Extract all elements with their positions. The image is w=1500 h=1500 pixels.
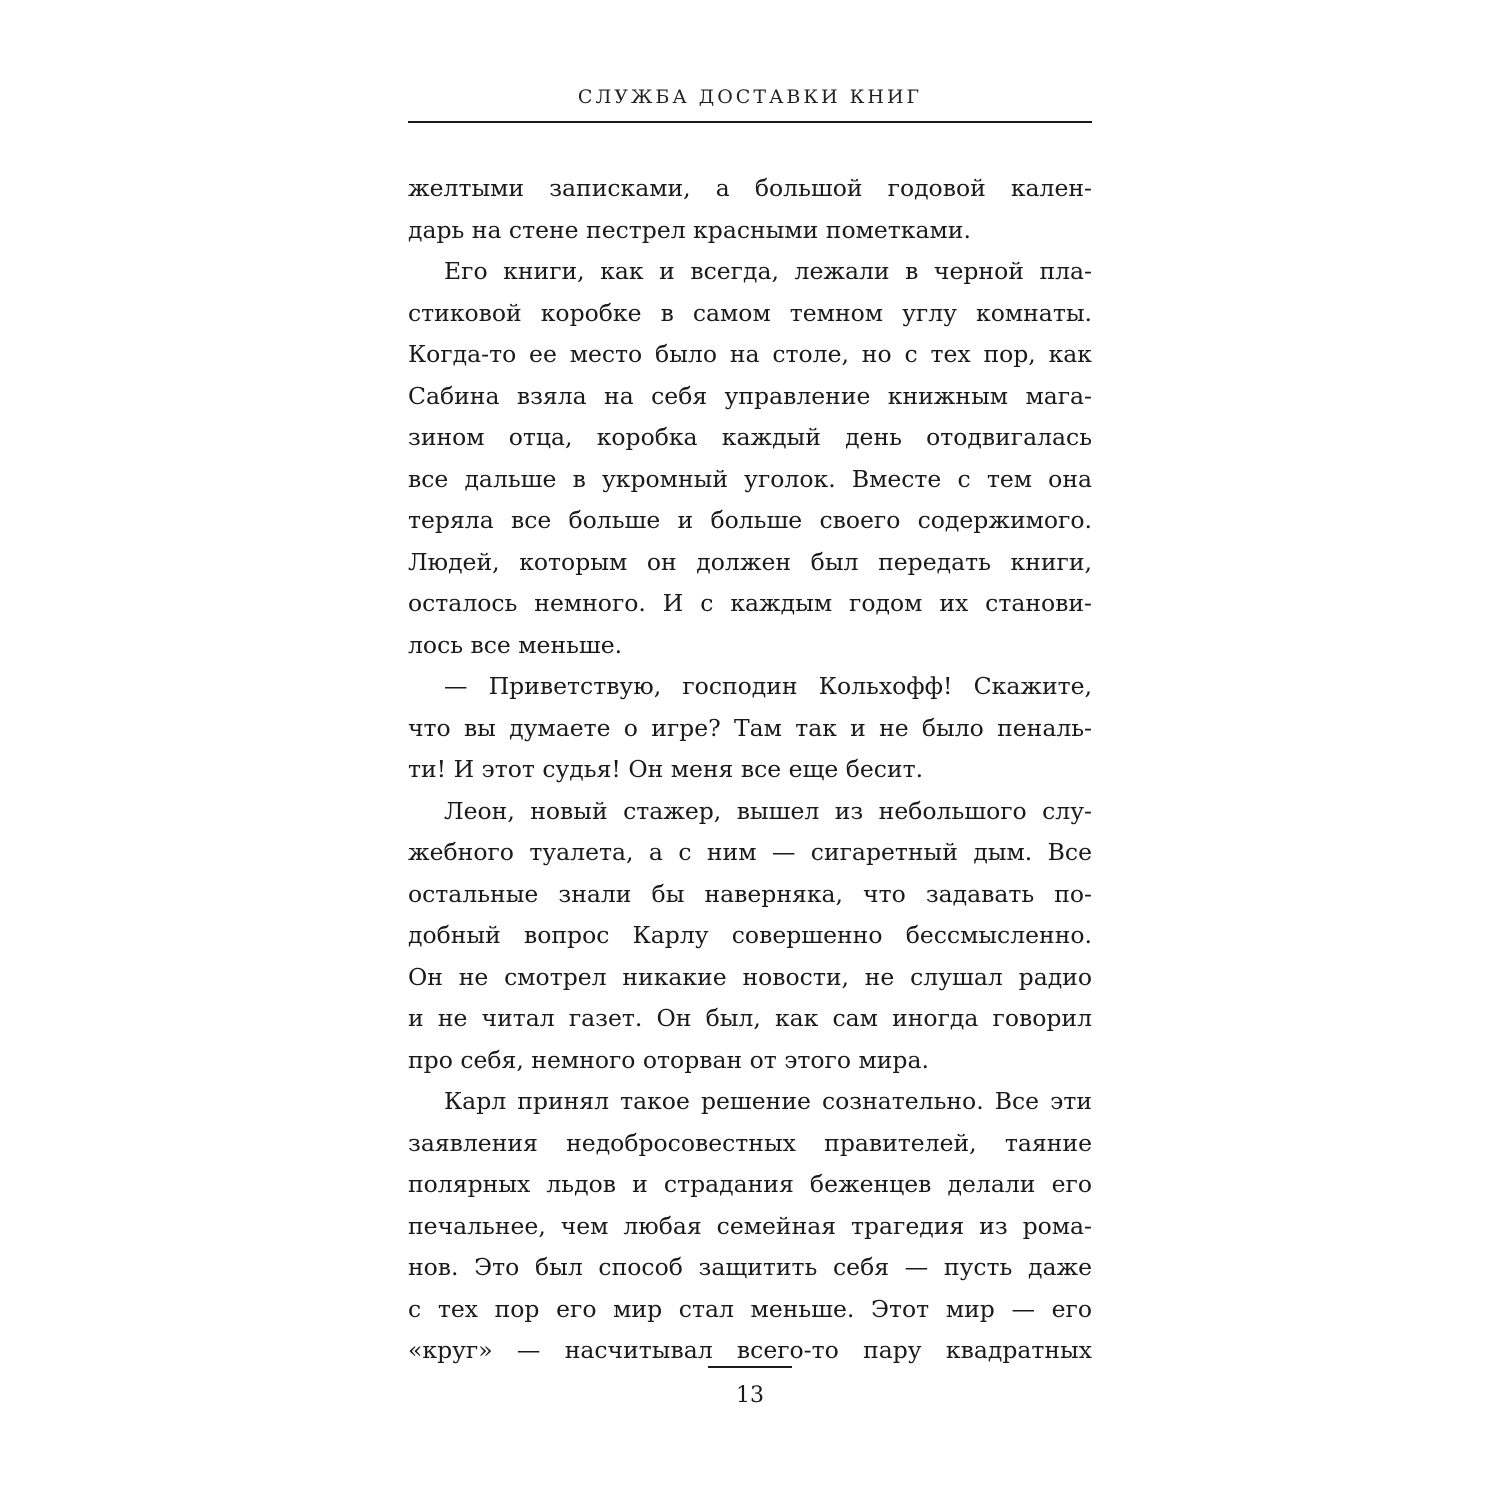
text-line: добный вопрос Карлу совершенно бессмысленно. — [408, 921, 1092, 949]
running-head: СЛУЖБА ДОСТАВКИ КНИГ — [577, 86, 923, 108]
text-line: Его книги, как и всегда, лежали в черной пла- — [444, 257, 1092, 285]
text-line: и не читал газет. Он был, как сам иногда говорил — [408, 1004, 1092, 1032]
text-line: зином отца, коробка каждый день отодвигалась — [408, 423, 1092, 451]
text-line: ти! И этот судья! Он меня все еще бесит. — [408, 755, 924, 783]
text-line: все дальше в укромный уголок. Вместе с тем она — [408, 464, 1092, 493]
text-line: печальнее, чем любая семейная трагедия из рома- — [408, 1211, 1092, 1240]
text-line: осталось немного. И с каждым годом их станови- — [408, 589, 1092, 617]
text-line: нов. Это был способ защитить себя — пусть даже — [408, 1253, 1092, 1281]
text-line: лось все меньше. — [408, 630, 623, 659]
text-line: Он не смотрел никакие новости, не слушал радио — [408, 962, 1092, 991]
text-line: с тех пор его мир стал меньше. Этот мир — его — [408, 1294, 1092, 1323]
text-line: Карл принял такое решение сознательно. Все эти — [444, 1087, 1092, 1115]
text-line: про себя, немного оторван от этого мира. — [408, 1045, 929, 1074]
text-line: полярных льдов и страдания беженцев делали его — [408, 1170, 1092, 1198]
text-line: желтыми записками, а большой годовой кален- — [408, 174, 1092, 202]
text-line: заявления недобросовестных правителей, таяние — [408, 1128, 1092, 1157]
text-line: теряла все больше и больше своего содержимого. — [408, 506, 1092, 534]
text-line: Леон, новый стажер, вышел из небольшого слу- — [444, 796, 1092, 825]
text-line: Людей, которым он должен был передать книги, — [408, 547, 1092, 576]
text-line: — Приветствую, господин Кольхофф! Скажите, — [444, 672, 1092, 700]
text-line: «круг» — насчитывал всего-то пару квадратных — [408, 1336, 1092, 1364]
text-line: Сабина взяла на себя управление книжным мага- — [408, 381, 1092, 410]
page-number: 13 — [736, 1383, 764, 1408]
footer-rule — [708, 1366, 792, 1368]
text-line: Когда-то ее место было на столе, но с тех пор, как — [408, 340, 1092, 368]
body-text — [408, 168, 1092, 1372]
header-rule — [408, 121, 1092, 123]
text-line: жебного туалета, а с ним — сигаретный дым. Все — [408, 838, 1092, 866]
text-line: дарь на стене пестрел красными пометками. — [408, 215, 971, 244]
text-line: что вы думаете о игре? Там так и не было пеналь- — [408, 713, 1092, 742]
text-line: остальные знали бы наверняка, что задавать по- — [408, 879, 1092, 908]
text-line: стиковой коробке в самом темном углу комнаты. — [408, 298, 1092, 327]
